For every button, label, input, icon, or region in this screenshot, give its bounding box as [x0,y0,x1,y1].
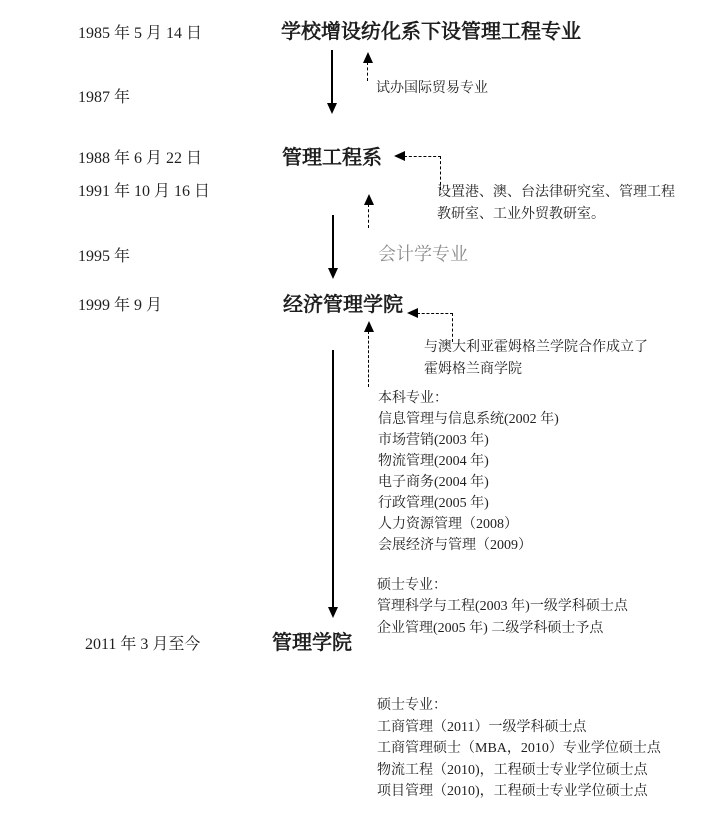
arrow-up-dashed-head-1 [363,52,373,63]
milestone-management-engineering-dept: 管理工程系 [282,147,382,169]
masters-2011-item: 工商管理硕士（MBA，2010）专业学位硕士点 [377,741,661,756]
arrow-up-dashed-line-3 [368,331,369,387]
annotation-research-rooms-line1: 设置港、澳、台法律研究室、管理工程 [437,185,675,200]
undergrad-item: 信息管理与信息系统(2002 年) [378,412,559,427]
annotation-homeglen-line1: 与澳大利亚霍姆格兰学院合作成立了 [424,340,648,355]
arrow-down-head-long [328,607,338,618]
arrow-down-solid-2 [332,215,334,269]
arrow-down-solid-long [332,350,334,608]
masters-1999-item: 管理科学与工程(2003 年)一级学科硕士点 [377,599,628,614]
annotation-accounting-major: 会计学专业 [378,244,468,264]
milestone-economics-management-college: 经济管理学院 [283,294,403,316]
masters-2011-heading: 硕士专业： [377,698,447,713]
date-1988: 1988 年 6 月 22 日 [78,150,203,167]
date-1999: 1999 年 9 月 [78,297,163,314]
annotation-intl-trade: 试办国际贸易专业 [376,81,488,96]
arrow-up-dashed-line-2 [368,204,369,228]
undergrad-item: 电子商务(2004 年) [378,475,489,490]
date-1991: 1991 年 10 月 16 日 [78,183,211,200]
milestone-management-college: 管理学院 [272,632,352,654]
arrow-up-dashed-head-3 [364,321,374,332]
date-1995: 1995 年 [78,248,131,265]
arrow-down-head-2 [328,268,338,279]
masters-1999-heading: 硕士专业： [377,578,447,593]
masters-2011-item: 项目管理（2010)，工程硕士专业学位硕士点 [377,784,648,799]
arrow-up-dashed-line-1 [367,62,368,81]
arrow-elbow-horizontal-2 [404,156,441,157]
arrow-elbow-horizontal-3 [417,313,453,314]
undergrad-item: 行政管理(2005 年) [378,496,489,511]
milestone-textile-dept-major: 学校增设纺化系下设管理工程专业 [281,21,581,43]
arrow-elbow-vertical-3 [452,313,453,342]
arrow-up-dashed-head-2 [364,194,374,205]
masters-1999-item: 企业管理(2005 年) 二级学科硕士予点 [377,621,604,636]
undergrad-item: 物流管理(2004 年) [378,454,489,469]
masters-2011-item: 工商管理（2011）一级学科硕士点 [377,720,587,735]
masters-2011-item: 物流工程（2010)，工程硕士专业学位硕士点 [377,763,648,778]
annotation-homeglen-line2: 霍姆格兰商学院 [424,362,522,377]
arrow-down-head-1 [327,103,337,114]
arrow-down-solid-1 [331,50,333,104]
undergrad-item: 市场营销(2003 年) [378,433,489,448]
undergrad-item: 人力资源管理（2008） [378,517,518,532]
date-1987: 1987 年 [78,89,131,106]
annotation-research-rooms-line2: 教研室、工业外贸教研室。 [437,207,605,222]
date-2011: 2011 年 3 月至今 [85,636,201,653]
undergrad-heading: 本科专业： [378,391,448,406]
undergrad-item: 会展经济与管理（2009） [378,538,532,553]
date-1985: 1985 年 5 月 14 日 [78,25,203,42]
